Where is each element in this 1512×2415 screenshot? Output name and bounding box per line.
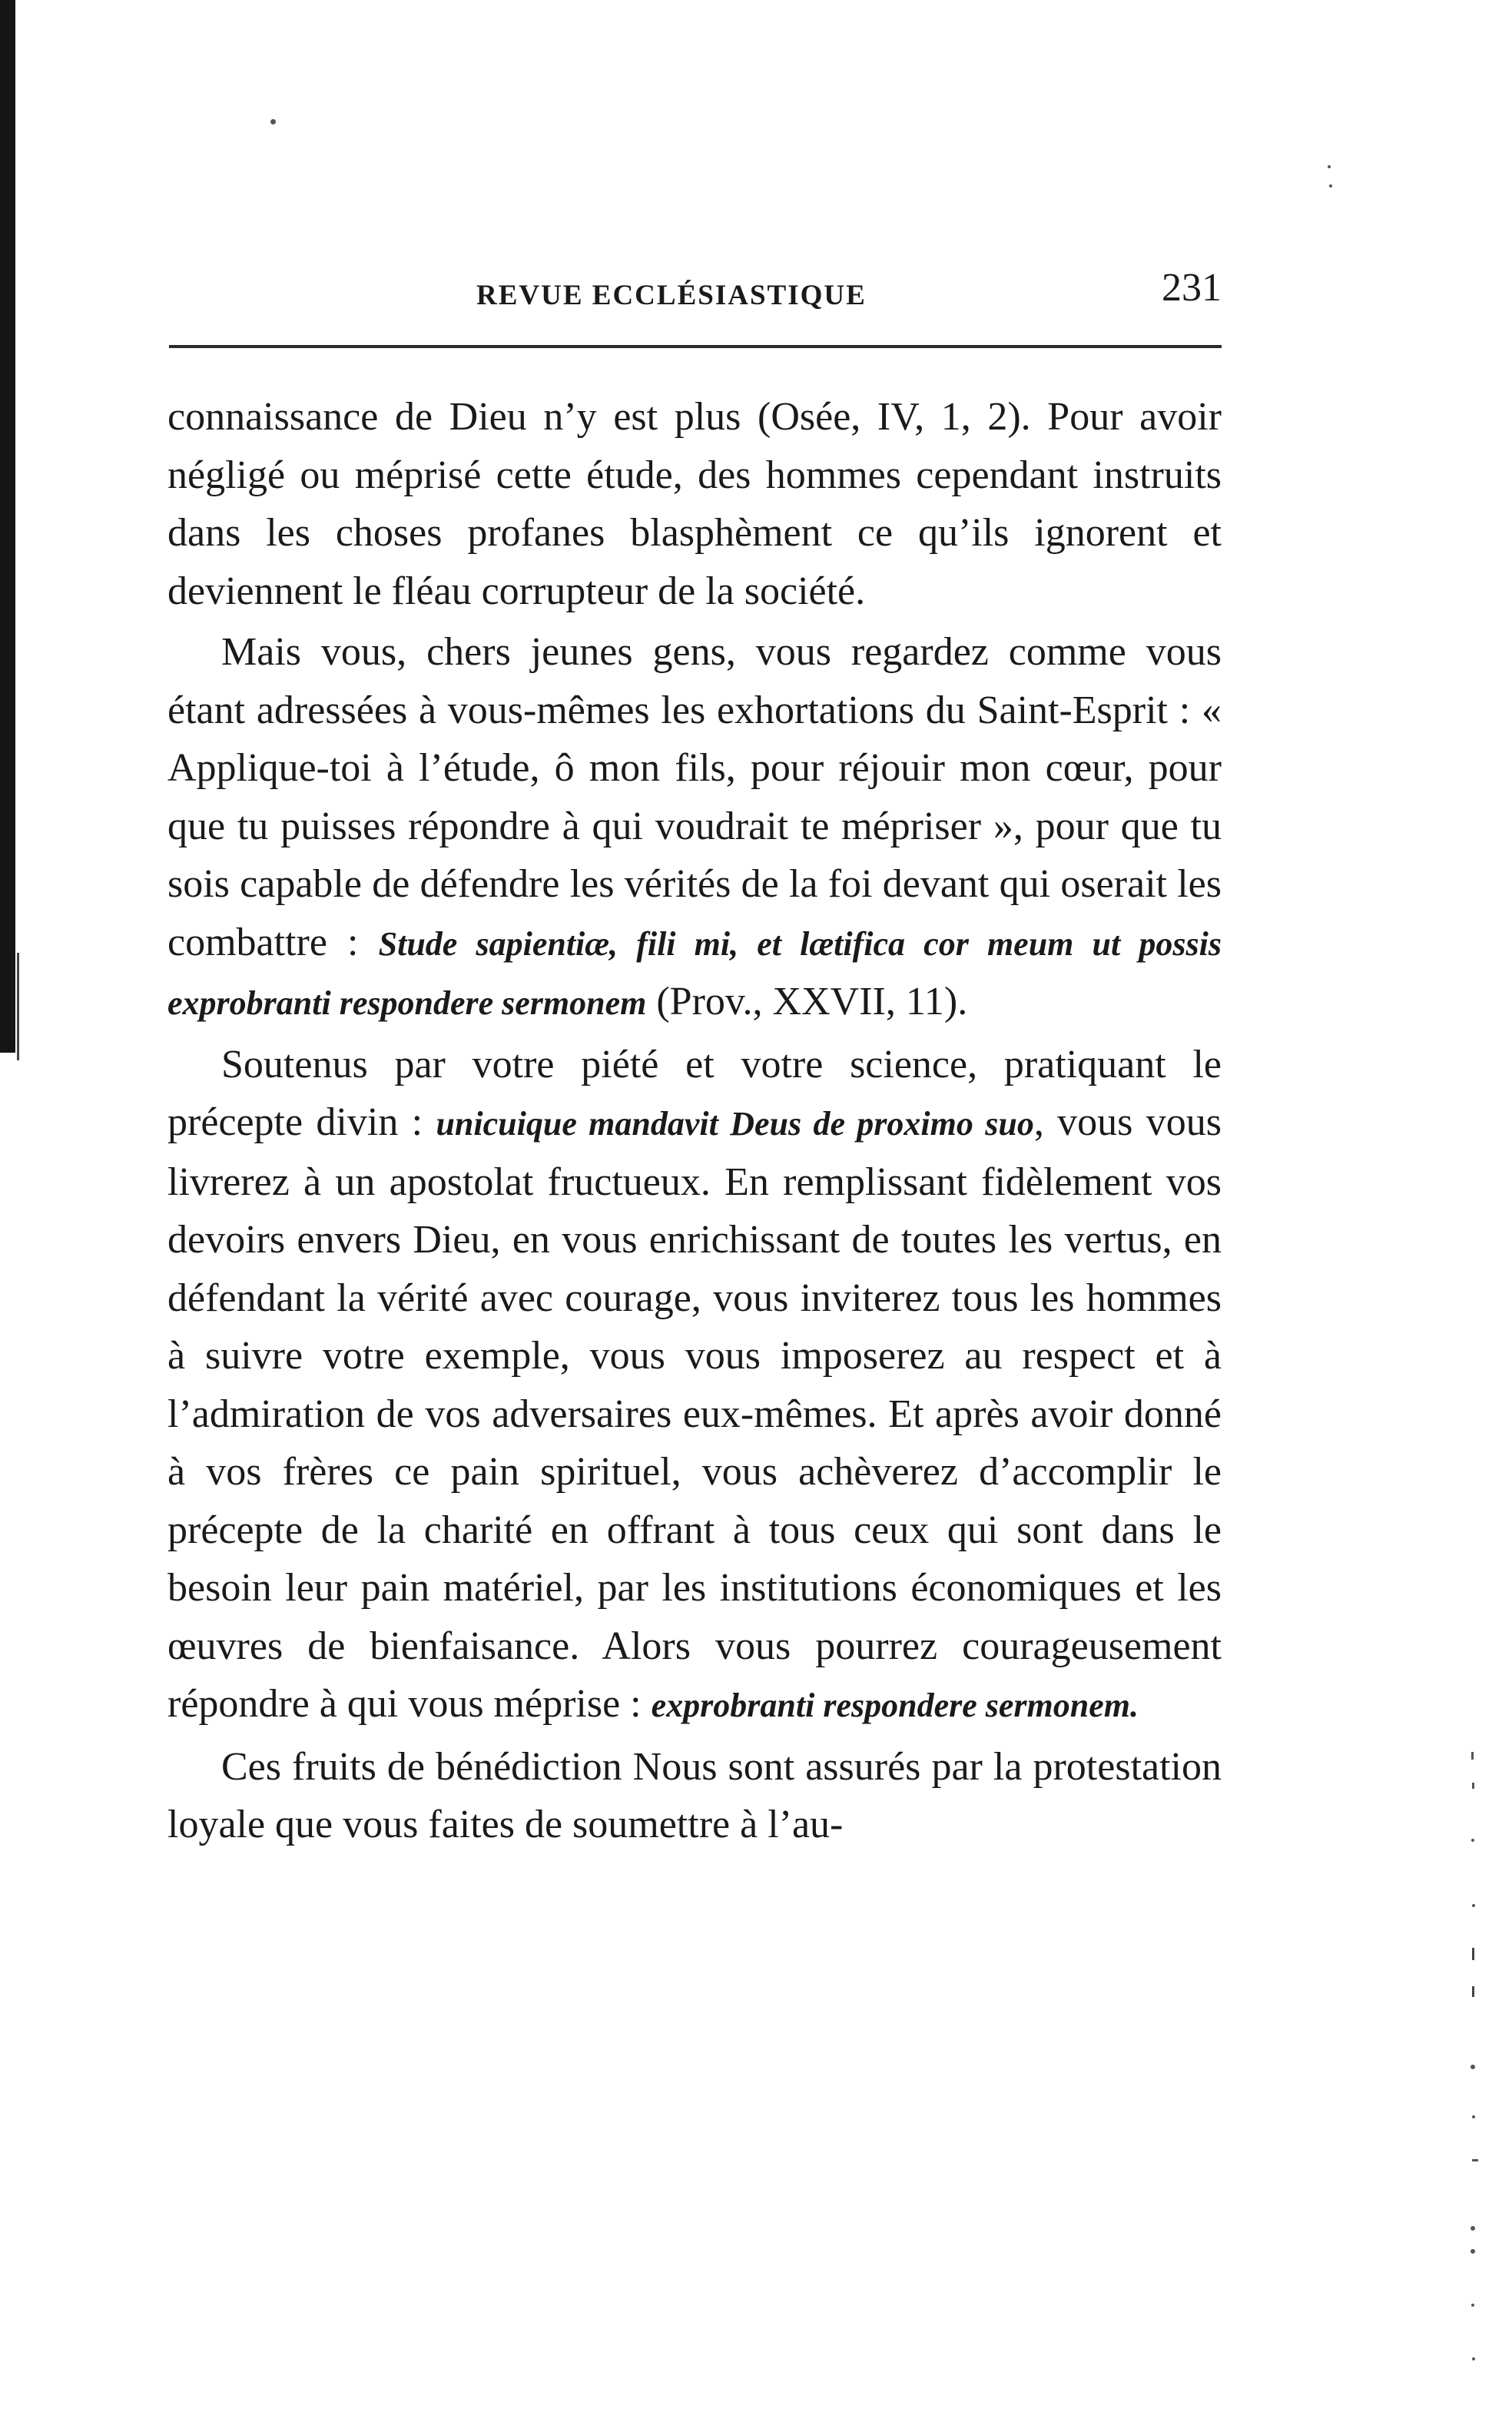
scan-speck: [1328, 165, 1331, 168]
paragraph-3-text: Soutenus par votre piété et votre science, pratiquant le précepte divin :: [167, 1042, 1222, 1144]
paragraph-2: [167, 623, 1222, 1033]
paragraph-4: Ces fruits de bénédiction Nous sont assurés par la protestation loyale que vous faites de soumettre à l’au-: [167, 1744, 1222, 1846]
paragraph-3-text-cont: , vous vous livrerez à un apostolat fructueux. En remplissant fidèlement vos devoirs envers Dieu, en vous enrichissant de toutes les vertus, en défendant la vérité avec courage, vous inviterez tous les hommes à suivre votre exemple, vous vous imposerez au respect et à l’admiration de vos adversaires eux-mêmes. Et après avoir donné à vos frères ce pain spirituel, vous achèverez d’accomplir le précepte de la charité en offrant à tous ceux qui sont dans le besoin leur pain matériel, par les institutions économiques et les œuvres de bienfaisance. Alors vous pourrez courageusement répondre à qui vous méprise :: [167, 1100, 1222, 1726]
paragraph-1: connaissance de Dieu n’y est plus (Osée, IV, 1, 2). Pour avoir négligé ou méprisé cette étude, des hommes cependant instruits dans les choses profanes blasphèment ce qu’ils ignorent et deviennent le fléau corrupteur de la société.: [167, 395, 1222, 613]
page-number: 231: [1162, 266, 1222, 310]
paragraph-3: [167, 1036, 1222, 1735]
scripture-reference: (Prov., XXVII, 11).: [646, 980, 968, 1023]
running-title: REVUE ECCLÉSIASTIQUE: [476, 280, 867, 311]
latin-quotation: exprobranti respondere sermonem.: [651, 1687, 1139, 1724]
body-text: [167, 388, 1222, 1854]
scan-left-edge-mark: [17, 953, 19, 1060]
margin-specks: [1464, 1752, 1487, 2367]
page-header: [169, 265, 1222, 327]
latin-quotation: unicuique mandavit Deus de proximo suo: [436, 1105, 1034, 1143]
scan-speck: [1329, 184, 1332, 187]
scan-left-edge: [0, 0, 15, 1053]
paragraph-2-text: Mais vous, chers jeunes gens, vous regardez comme vous étant adressées à vous-mêmes les exhortations du Saint-Esprit : « Applique-toi à l’étude, ô mon fils, pour réjouir mon cœur, pour que tu puisses répondre à qui voudrait te mépriser », pour que tu sois capable de défendre les vérités de la foi devant qui oserait les combattre :: [167, 630, 1222, 964]
latin-quotation: Stude sapientiæ, fili mi, et lætifica cor meum ut possis exprobranti respondere sermonem: [167, 924, 1222, 1022]
header-rule: [169, 345, 1222, 348]
scan-speck: [270, 119, 276, 124]
